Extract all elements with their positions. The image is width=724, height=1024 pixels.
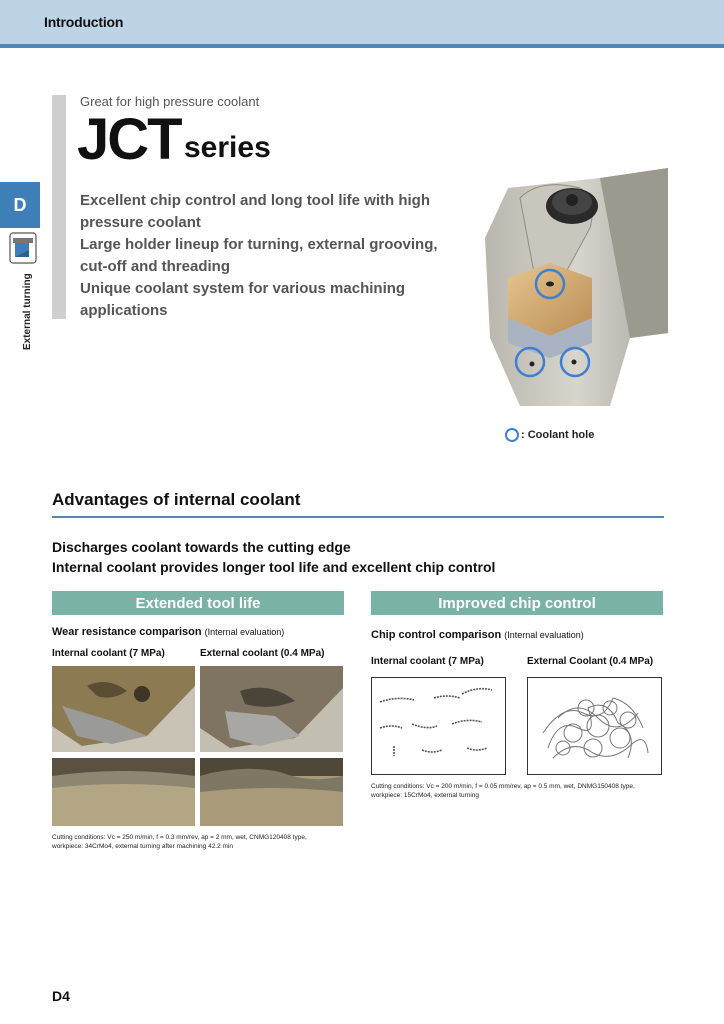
chip-heading: Chip control comparison (Internal evaluation) (371, 629, 584, 641)
wear-photo-internal-bottom (52, 758, 195, 826)
accent-bar (52, 95, 66, 319)
page-number: D4 (52, 988, 70, 1004)
band-extended-tool-life: Extended tool life (52, 591, 344, 615)
feature-line: pressure coolant (80, 214, 201, 231)
caption-internal: Internal coolant (7 MPa) (52, 648, 165, 659)
section-label: External turning (22, 273, 33, 350)
kicker: Great for high pressure coolant (80, 94, 260, 109)
chip-photo-external (527, 677, 662, 775)
lead-line: Discharges coolant towards the cutting edge (52, 539, 351, 555)
band-improved-chip-control: Improved chip control (371, 591, 663, 615)
section-rule (52, 516, 664, 518)
lead-text (52, 537, 495, 577)
coolant-hole-icon (505, 428, 519, 442)
feature-line: Excellent chip control and long tool life with high (80, 192, 431, 209)
feature-list (80, 190, 460, 322)
chip-photo-internal (371, 677, 506, 775)
series-suffix: series (184, 131, 271, 164)
wear-heading: Wear resistance comparison (Internal evaluation) (52, 626, 285, 638)
wear-photo-external-bottom (200, 758, 343, 826)
feature-line: Large holder lineup for turning, external grooving, (80, 236, 438, 253)
section-title: Advantages of internal coolant (52, 490, 301, 509)
lead-line: Internal coolant provides longer tool life and excellent chip control (52, 559, 496, 575)
footnote-chip: Cutting conditions: Vc = 200 m/min, f = 0.05 mm/rev, ap = 0.5 mm, wet, DNMG150408 type, workpiece: 15CrMo4, external turning (371, 783, 635, 799)
coolant-legend (505, 428, 594, 442)
series-title: JCT (77, 107, 181, 172)
feature-line: cut-off and threading (80, 258, 230, 275)
caption-chip-internal: Internal coolant (7 MPa) (371, 656, 484, 667)
header-title: Introduction (44, 14, 124, 30)
feature-line: applications (80, 302, 168, 319)
wear-photo-external-top (200, 666, 343, 752)
feature-line: Unique coolant system for various machining (80, 280, 406, 297)
wear-photo-internal-top (52, 666, 195, 752)
section-tab[interactable]: D (0, 182, 40, 228)
caption-chip-external: External Coolant (0.4 MPa) (527, 656, 654, 667)
legend-label: : Coolant hole (521, 429, 595, 441)
header-rule (0, 44, 724, 48)
external-turning-icon (9, 232, 37, 264)
footnote-wear: Cutting conditions: Vc = 250 m/min, f = 0.3 mm/rev, ap = 2 mm, wet, CNMG120408 type, workpiece: 34CrMo4, external turning after machining 42.2 min (52, 834, 307, 850)
caption-external: External coolant (0.4 MPa) (200, 648, 325, 659)
tool-holder-image (480, 168, 670, 412)
